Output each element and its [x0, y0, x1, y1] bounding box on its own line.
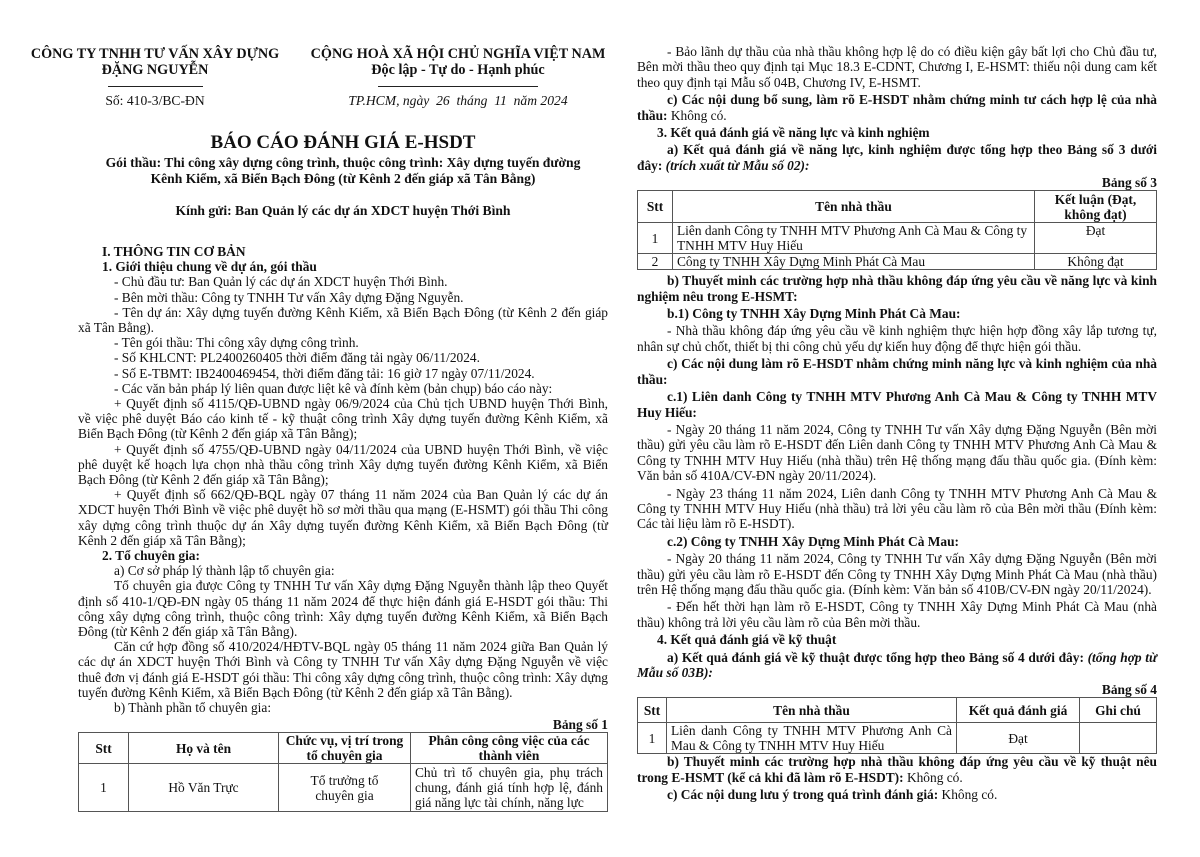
header-stt: Stt: [638, 191, 673, 223]
table-caption: Bảng số 3: [1101, 175, 1157, 191]
text: I. THÔNG TIN CƠ BẢN: [102, 244, 246, 259]
header-conclusion: Kết luận (Đạt, không đạt): [1035, 191, 1157, 223]
text: Tổ chuyên gia được Công ty TNHH Tư vấn Xây dựng Đặng Nguyễn thành lập theo Quyết định số 410-1/QĐ-ĐN ngày 05 tháng 11 năm 2024 để thực hiện đánh giá E-HSDT gói thầu: Thi công xây dựng công trình, thuộc công trình: Xây dựng tuyến đường Kênh Kiểm, xã Biển Bạch Đông (từ Kênh 2 đến giáp xã Tân Bằng).: [78, 578, 608, 640]
cell-stt: 1: [638, 223, 673, 254]
cell-stt: 2: [638, 254, 673, 270]
document-date: TP.HCM, ngày 26 tháng 11 năm 2024: [348, 93, 568, 108]
right-paragraphs-c: [637, 754, 1157, 802]
paragraph: [78, 305, 608, 335]
header-stt: Stt: [79, 733, 129, 764]
cell-result: Đạt: [957, 723, 1080, 754]
header-contractor: Tên nhà thầu: [673, 191, 1035, 223]
text: - Đến hết thời hạn làm rõ E-HSDT, Công ty TNHH Xây Dựng Minh Phát Cà Mau (nhà thầu) không trả lời yêu cầu làm rõ của Bên mời thầu.: [637, 599, 1157, 630]
cell-conclusion: Đạt: [1035, 223, 1157, 254]
report-title: BÁO CÁO ĐÁNH GIÁ E-HSDT: [210, 132, 476, 153]
paragraph: [637, 787, 1157, 802]
recipient: Kính gửi: Ban Quản lý các dự án XDCT huyện Thới Bình: [175, 203, 511, 218]
text: - Ngày 23 tháng 11 năm 2024, Liên danh Công ty TNHH MTV Phương Anh Cà Mau & Công ty TNHH MTV Huy Hiếu (nhà thầu) trả lời yêu cầu làm rõ của Bên mời thầu (Đính kèm: Các tài liệu làm rõ E-HSDT).: [637, 485, 1157, 532]
section-heading: [78, 259, 608, 274]
table-header-row: [79, 733, 608, 764]
left-body: [78, 244, 608, 812]
text: - Chủ đầu tư: Ban Quản lý các dự án XDCT huyện Thới Bình.: [114, 274, 448, 290]
section-heading: [637, 125, 1157, 140]
bold-text: c.2) Công ty TNHH Xây Dựng Minh Phát Cà Mau:: [667, 533, 959, 549]
paragraph: [637, 551, 1157, 597]
bold-text: a) Kết quả đánh giá về năng lực, kinh nghiệm được tổng hợp theo Bảng số 3 dưới đây:: [637, 142, 1157, 173]
divider: [108, 86, 203, 87]
paragraph: [637, 44, 1157, 90]
bold-text: b.1) Công ty TNHH Xây Dựng Minh Phát Cà Mau:: [667, 306, 961, 322]
paragraph: [637, 142, 1157, 173]
document-number: Số: 410-3/BC-ĐN: [105, 93, 205, 108]
table-header-row: [638, 191, 1157, 223]
table-row: [638, 723, 1157, 754]
divider: [378, 86, 538, 87]
right-paragraphs-b: [637, 273, 1157, 680]
text: - Số KHLCNT: PL2400260405 thời điểm đăng tải ngày 06/11/2024.: [114, 350, 480, 366]
left-paragraphs: [78, 244, 608, 715]
bold-text: b) Thuyết minh các trường hợp nhà thầu không đáp ứng yêu cầu về năng lực và kinh nghiệm nêu trong E-HSMT:: [637, 273, 1157, 304]
paragraph: [78, 442, 608, 488]
capability-results-table: [637, 190, 1157, 270]
paragraph: [78, 700, 608, 715]
national-header: [288, 46, 628, 109]
table-caption: Bảng số 4: [1101, 682, 1157, 698]
cell-note: [1080, 723, 1157, 754]
right-body: [637, 44, 1157, 803]
text: Không có.: [667, 107, 727, 123]
text: + Quyết định số 662/QĐ-BQL ngày 07 tháng 11 năm 2024 của Ban Quản lý các dự án XDCT huyện Thới Bình về việc phê duyệt hồ sơ mời thầu qua mạng (E-HSMT) gói thầu Thi công xây dựng công trình thuộc dự án Xây dựng tuyến đường Kênh Kiểm, xã Biển Bạch Đông (từ Kênh 2 đến giáp xã Tân Bằng);: [78, 487, 608, 548]
expert-team-table: [78, 732, 608, 812]
paragraph: [78, 639, 608, 700]
paragraph: [78, 274, 608, 289]
paragraph: [637, 599, 1157, 630]
paragraph: [637, 273, 1157, 304]
text: - Tên gói thầu: Thi công xây dựng công trình.: [114, 335, 359, 351]
paragraph: [78, 578, 608, 639]
text: 4. Kết quả đánh giá về kỹ thuật: [657, 632, 837, 648]
paragraph: [637, 92, 1157, 123]
nation-name: CỘNG HOÀ XÃ HỘI CHỦ NGHĨA VIỆT NAM: [310, 46, 606, 62]
text: a) Cơ sở pháp lý thành lập tổ chuyên gia:: [114, 563, 335, 579]
paragraph: [78, 487, 608, 548]
bold-text: c) Các nội dung bổ sung, làm rõ E-HSDT nhằm chứng minh tư cách hợp lệ của nhà thầu:: [637, 92, 1157, 123]
cell-name: Hồ Văn Trực: [129, 764, 279, 812]
technical-results-table: [637, 697, 1157, 754]
text: + Quyết định số 4755/QĐ-UBND ngày 04/11/2024 của UBND huyện Thới Bình, về việc phê duyệt kế hoạch lựa chọn nhà thầu công trình Xây dựng tuyến đường Kênh Kiểm, xã Biển Bạch Đông (từ Kênh 2 đến giáp xã Tân Bằng);: [78, 441, 608, 488]
bold-text: c.1) Liên danh Công ty TNHH MTV Phương Anh Cà Mau & Công ty TNHH MTV Huy Hiếu:: [637, 389, 1157, 420]
text: 2. Tổ chuyên gia:: [102, 548, 200, 564]
text: Không có.: [903, 769, 963, 785]
header-assignment: Phân công công việc của các thành viên: [411, 733, 608, 764]
paragraph: [637, 534, 1157, 549]
table-caption: Bảng số 1: [552, 717, 608, 733]
section-heading: [78, 548, 608, 563]
header-stt: Stt: [638, 698, 667, 723]
cell-position: Tổ trưởng tổ chuyên gia: [279, 764, 411, 812]
paragraph: [78, 366, 608, 381]
paragraph: [637, 306, 1157, 321]
table-row: [638, 254, 1157, 270]
text: - Số E-TBMT: IB2400469454, thời điểm đăng tải: 16 giờ 17 ngày 07/11/2024.: [114, 365, 535, 381]
paragraph: [637, 323, 1157, 354]
bold-text: c) Các nội dung làm rõ E-HSDT nhằm chứng minh năng lực và kinh nghiệm của nhà thầu:: [637, 356, 1157, 387]
title-block: [78, 131, 608, 219]
bold-text: (trích xuất từ Mẫu số 02):: [662, 157, 810, 173]
cell-stt: 1: [79, 764, 129, 812]
paragraph: [637, 356, 1157, 387]
table-row: [638, 223, 1157, 254]
paragraph: [637, 486, 1157, 532]
paragraph: [78, 381, 608, 396]
text: - Ngày 20 tháng 11 năm 2024, Công ty TNHH Tư vấn Xây dựng Đặng Nguyễn (Bên mời thầu) gửi yêu cầu làm rõ E-HSDT đến Công ty TNHH Xây Dựng Minh Phát Cà Mau (nhà thầu) trên Hệ thống mạng đấu thầu quốc gia. (Đính kèm: Văn bản số 410B/CV-ĐN ngày 20/11/2024).: [637, 551, 1157, 597]
section-heading: [637, 632, 1157, 647]
org-name-line1: CÔNG TY TNHH TƯ VẤN XÂY DỰNG: [30, 46, 280, 62]
organization-header: [20, 46, 290, 109]
cell-stt: 1: [638, 723, 667, 754]
paragraph: [78, 396, 608, 442]
paragraph: [78, 290, 608, 305]
text: - Ngày 20 tháng 11 năm 2024, Công ty TNHH Tư vấn Xây dựng Đặng Nguyễn (Bên mời thầu) gửi yêu cầu làm rõ E-HSDT đến Liên danh Công ty TNHH MTV Phương Anh Cà Mau & Công ty TNHH MTV Huy Hiếu (nhà thầu) trên Hệ thống mạng đấu thầu quốc gia. (Đính kèm: Văn bản số 410A/CV-ĐN ngày 20/11/2024).: [637, 421, 1157, 484]
text: - Nhà thầu không đáp ứng yêu cầu về kinh nghiệm thực hiện hợp đồng xây lắp tương tự, nhân sự chủ chốt, thiết bị thi công chủ yếu dự kiến huy động để thực hiện gói thầu.: [637, 323, 1157, 354]
table-row: [79, 764, 608, 812]
right-page: [637, 44, 1157, 803]
table-header-row: [638, 698, 1157, 723]
bold-text: b) Thuyết minh các trường hợp nhà thầu không đáp ứng yêu cầu về kỹ thuật nêu trong E-HSMT (kể cả khi đã làm rõ E-HSDT):: [637, 754, 1157, 785]
cell-contractor: Liên danh Công ty TNHH MTV Phương Anh Cà Mau & Công ty TNHH MTV Huy Hiếu: [667, 723, 957, 754]
text: + Quyết định số 4115/QĐ-UBND ngày 06/9/2024 của Chủ tịch UBND huyện Thới Bình, về việc phê duyệt Báo cáo kinh tế - kỹ thuật công trình Xây dựng tuyến đường Kênh Kiểm, xã Biển Bạch Đông (từ Kênh 2 đến giáp xã Tân Bằng);: [78, 396, 608, 442]
paragraph: [637, 389, 1157, 420]
text: b) Thành phần tổ chuyên gia:: [114, 700, 272, 716]
paragraph: [78, 335, 608, 350]
header-contractor: Tên nhà thầu: [667, 698, 957, 723]
paragraph: [637, 754, 1157, 785]
text: - Bên mời thầu: Công ty TNHH Tư vấn Xây dựng Đặng Nguyễn.: [114, 289, 464, 305]
text: - Tên dự án: Xây dựng tuyến đường Kênh Kiểm, xã Biển Bạch Đông (từ Kênh 2 đến giáp xã Tân Bằng).: [78, 304, 608, 336]
text: - Bảo lãnh dự thầu của nhà thầu không hợp lệ do có điều kiện gây bất lợi cho Chủ đầu tư, Bên mời thầu theo quy định tại Mục 18.3 E-CDNT, Chương I, E-HSMT: thiếu nội dung cam kết theo quy định tại Mẫu số 04B, Chương IV, E-HSMT.: [637, 44, 1157, 90]
package-subtitle: Gói thầu: Thi công xây dựng công trình, thuộc công trình: Xây dựng tuyến đường Kênh Kiểm, xã Biển Bạch Đông (từ Kênh 2 đến giáp xã Tân Bằng): [105, 155, 581, 186]
bold-text: (tổng hợp từ Mẫu số 03B):: [637, 649, 1157, 680]
text: 3. Kết quả đánh giá về năng lực và kinh nghiệm: [657, 125, 930, 141]
cell-contractor: Liên danh Công ty TNHH MTV Phương Anh Cà Mau & Công ty TNHH MTV Huy Hiếu: [673, 223, 1035, 254]
text: - Các văn bản pháp lý liên quan được liệt kê và đính kèm (bản chụp) báo cáo này:: [114, 380, 553, 396]
header-position: Chức vụ, vị trí trong tổ chuyên gia: [279, 733, 411, 764]
bold-text: a) Kết quả đánh giá về kỹ thuật được tổng hợp theo Bảng số 4 dưới đây:: [667, 649, 1084, 665]
text: Căn cứ hợp đồng số 410/2024/HĐTV-BQL ngày 05 tháng 11 năm 2024 giữa Ban Quản lý các dự án XDCT huyện Thới Bình và Công ty TNHH Tư vấn Xây dựng Đặng Nguyễn về việc thuê đơn vị đánh giá E-HSDT gói thầu: Thi công xây dựng công trình, thuộc công trình: Xây dựng tuyến đường Kênh Kiểm, xã Biển Bạch Đông (từ Kênh 2 đến giáp xã Tân Bằng).: [78, 639, 608, 700]
section-heading: [78, 244, 608, 259]
paragraph: [637, 422, 1157, 484]
org-name-line2: ĐẶNG NGUYỄN: [101, 62, 209, 78]
cell-assignment: Chủ trì tổ chuyên gia, phụ trách chung, đánh giá tính hợp lệ, đánh giá năng lực tài chính, năng lực: [411, 764, 608, 812]
header-result: Kết quả đánh giá: [957, 698, 1080, 723]
cell-conclusion: Không đạt: [1035, 254, 1157, 270]
text: 1. Giới thiệu chung về dự án, gói thầu: [102, 259, 317, 275]
right-paragraphs-a: [637, 44, 1157, 173]
paragraph: [78, 350, 608, 365]
text: Không có.: [938, 787, 998, 803]
header-note: Ghi chú: [1080, 698, 1157, 723]
motto: Độc lập - Tự do - Hạnh phúc: [371, 62, 545, 78]
cell-contractor: Công ty TNHH Xây Dựng Minh Phát Cà Mau: [673, 254, 1035, 270]
paragraph: [637, 650, 1157, 681]
header-name: Họ và tên: [129, 733, 279, 764]
bold-text: c) Các nội dung lưu ý trong quá trình đánh giá:: [667, 787, 939, 803]
paragraph: [78, 563, 608, 578]
